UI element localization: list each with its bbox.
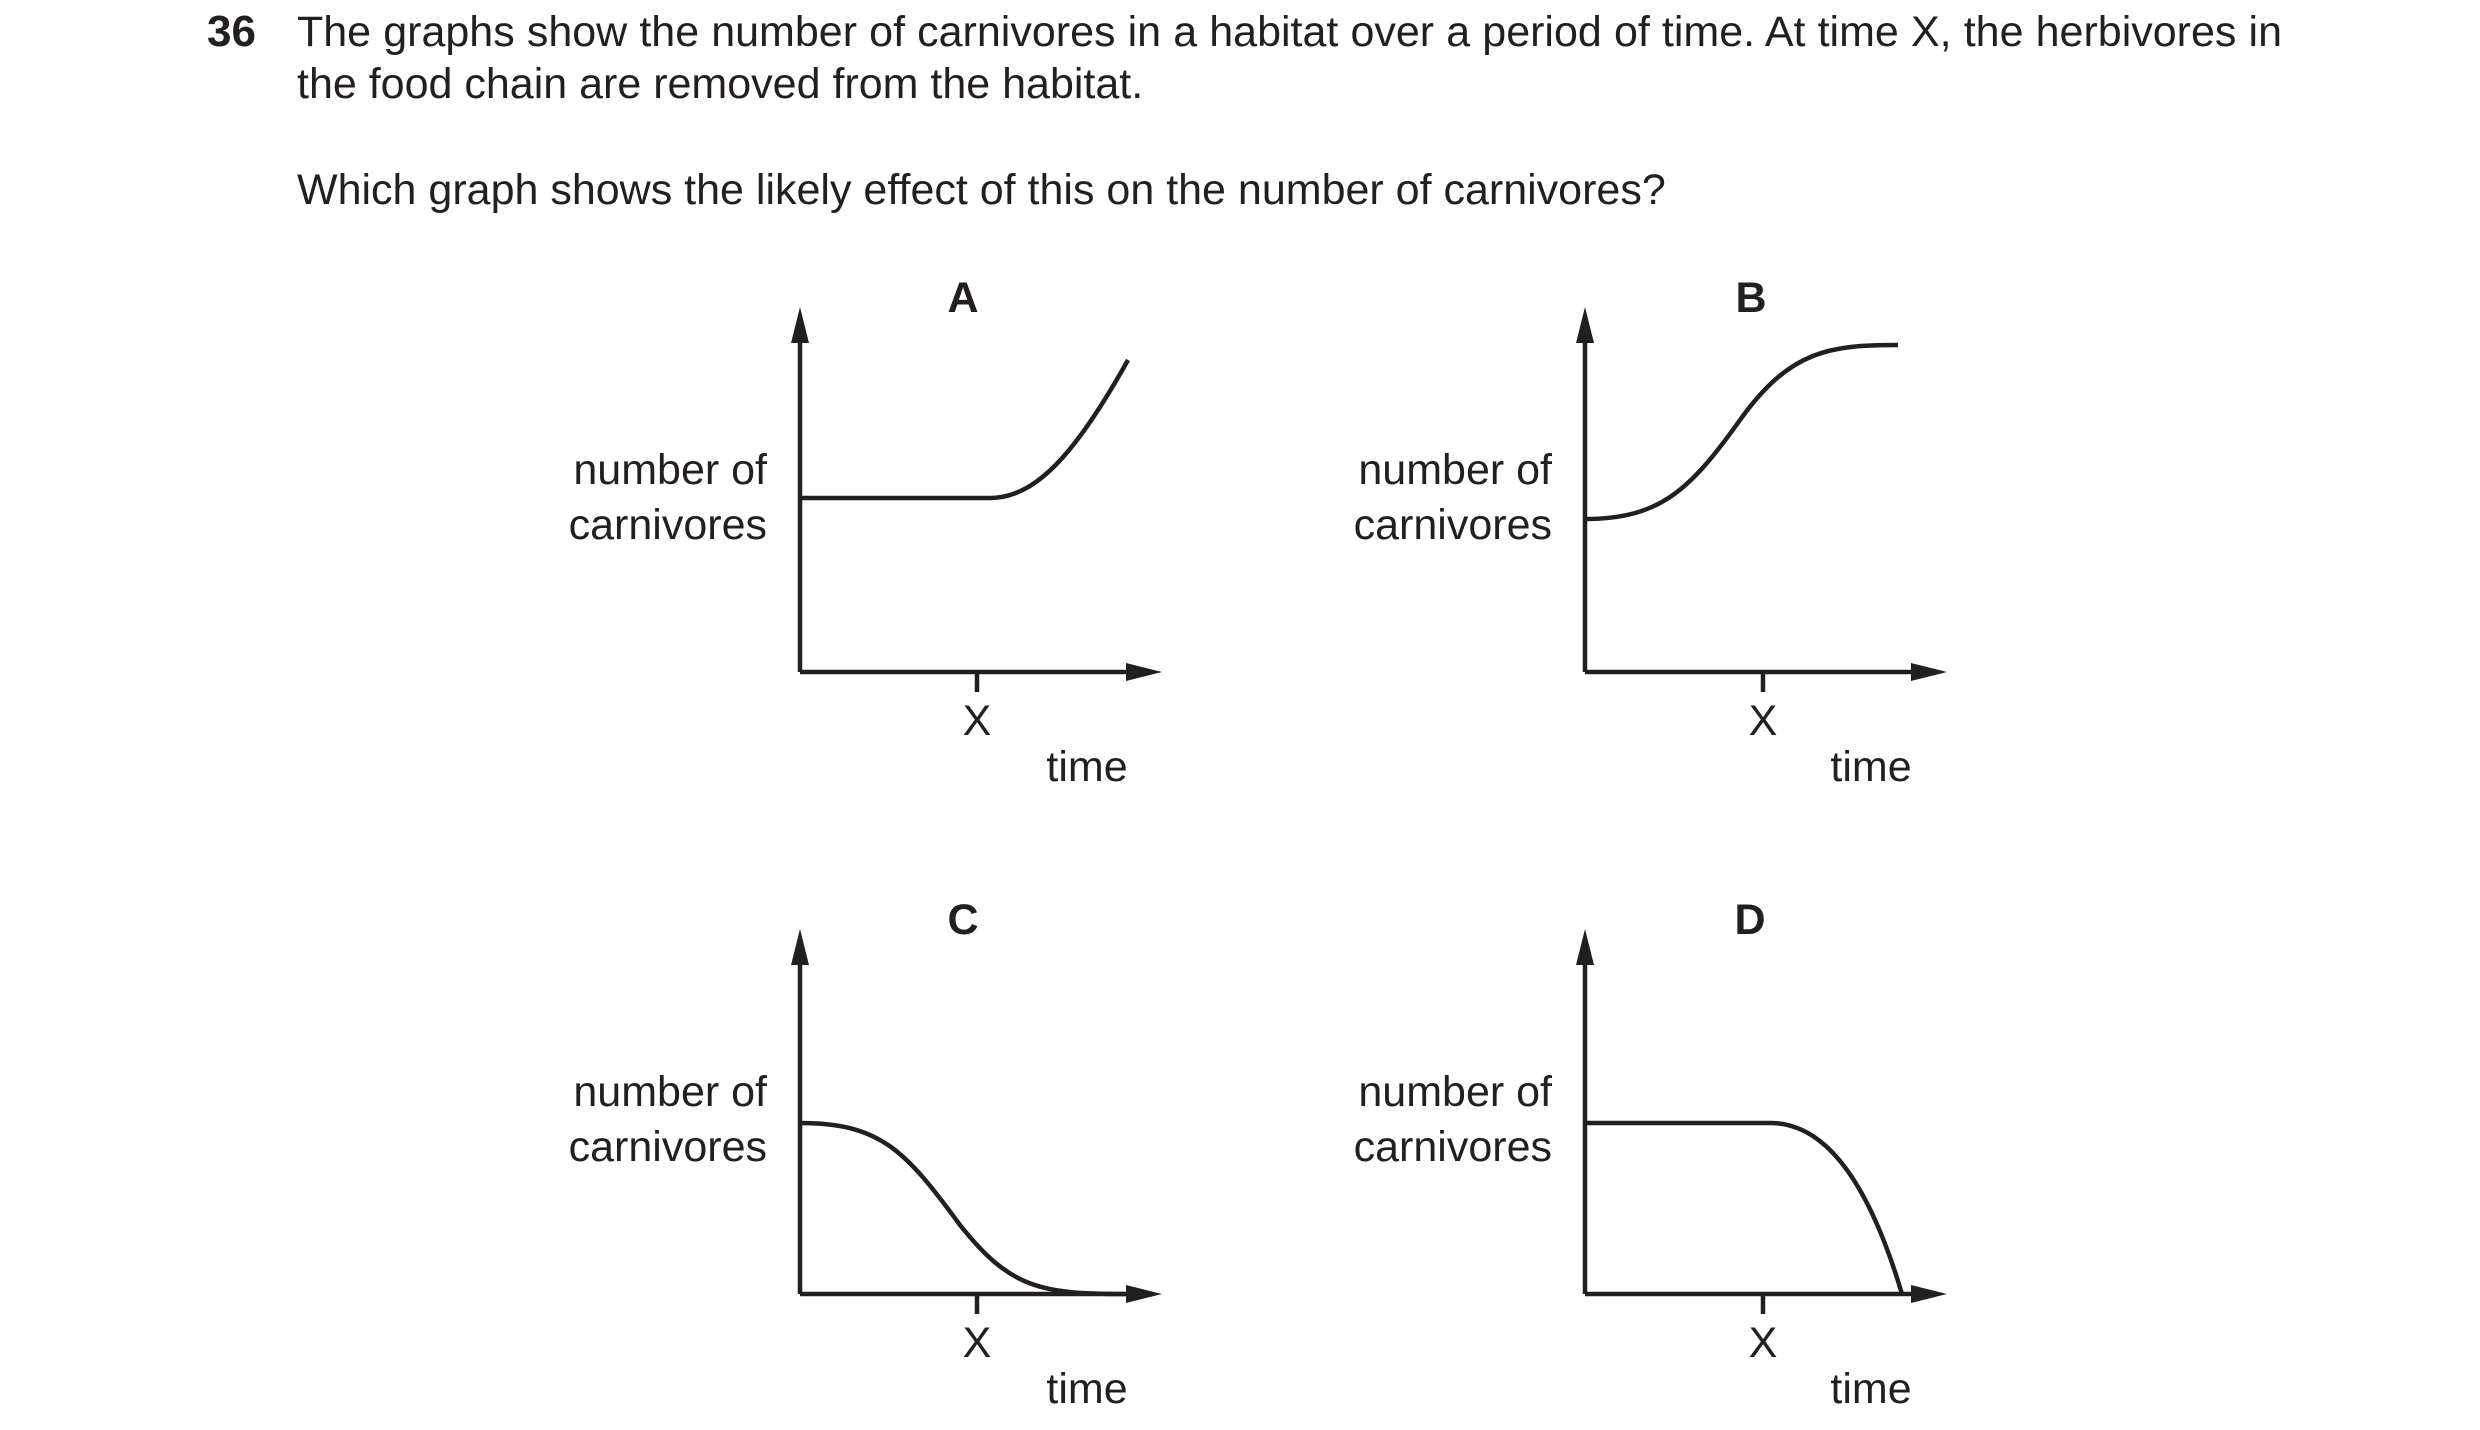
graph-a-x-tick-label: X [962, 697, 992, 745]
graph-b-ylabel-line1: number of [1358, 446, 1552, 494]
graph-b-letter: B [1735, 274, 1767, 322]
graph-a-letter: A [947, 274, 979, 322]
graph-c-x-tick-label: X [962, 1319, 992, 1367]
graph-d-letter: D [1734, 896, 1766, 944]
graph-c-ylabel-line1: number of [573, 1068, 767, 1116]
graph-a-y-axis-arrow [791, 307, 809, 343]
graph-a [569, 274, 1162, 791]
graph-b-ylabel-line2: carnivores [1353, 501, 1552, 549]
graph-d-ylabel-line1: number of [1358, 1068, 1552, 1116]
graph-d-xlabel: time [1830, 1365, 1912, 1413]
graph-d-ylabel-line2: carnivores [1353, 1123, 1552, 1171]
graph-b-x-tick-label: X [1748, 697, 1778, 745]
graph-c-ylabel-line2: carnivores [568, 1123, 767, 1171]
graph-c-y-axis-arrow [791, 929, 809, 965]
graph-a-xlabel: time [1046, 743, 1128, 791]
graph-b-y-axis-arrow [1576, 307, 1594, 343]
graph-c-x-axis-arrow [1126, 1285, 1162, 1303]
graph-a-ylabel-line1: number of [573, 446, 767, 494]
graph-b-curve [1585, 345, 1898, 519]
graph-a-curve [800, 360, 1128, 498]
graph-d-x-tick-label: X [1748, 1319, 1778, 1367]
graph-c-letter: C [947, 896, 979, 944]
question-number: 36 [207, 7, 256, 56]
graph-b-x-axis-arrow [1911, 663, 1947, 681]
graph-d-x-axis-arrow [1911, 1285, 1947, 1303]
graph-a-ylabel-line2: carnivores [568, 501, 767, 549]
question-prompt: Which graph shows the likely effect of this on the number of carnivores? [297, 166, 1666, 214]
graph-d [1354, 896, 1947, 1413]
graph-b-xlabel: time [1830, 743, 1912, 791]
graph-b [1354, 274, 1947, 791]
graph-a-x-axis-arrow [1126, 663, 1162, 681]
question-stem: The graphs show the number of carnivores in a habitat over a period of time. At time X, the herbivores in the food chain are removed from the habitat. [297, 8, 2282, 108]
graph-d-y-axis-arrow [1576, 929, 1594, 965]
graph-c-xlabel: time [1046, 1365, 1128, 1413]
graph-c [569, 896, 1162, 1413]
graph-d-curve [1585, 1123, 1902, 1294]
graph-c-curve [800, 1123, 1125, 1294]
